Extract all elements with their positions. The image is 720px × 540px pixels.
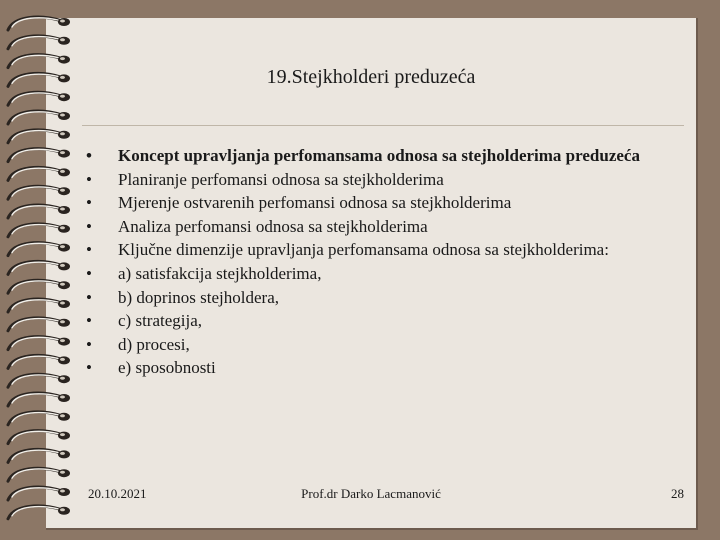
binding-ring-icon bbox=[8, 243, 70, 256]
bullet-text: c) strategija, bbox=[118, 311, 203, 331]
binding-ring-icon bbox=[8, 506, 70, 519]
bullet-text: d) procesi, bbox=[118, 334, 190, 354]
binding-ring-icon bbox=[8, 280, 70, 293]
binding-ring-icon bbox=[8, 374, 70, 387]
bullet-icon: • bbox=[86, 287, 92, 307]
binding-ring-icon bbox=[8, 17, 70, 30]
bullet-item bbox=[86, 333, 666, 357]
bullet-icon: • bbox=[86, 240, 92, 260]
binding-ring-icon bbox=[8, 337, 70, 350]
bullet-icon: • bbox=[86, 334, 92, 354]
bullet-text: Planiranje perfomansi odnosa sa stejkholderima bbox=[118, 169, 444, 189]
binding-ring-icon bbox=[8, 130, 70, 143]
bullet-text: Analiza perfomansi odnosa sa stejkholderima bbox=[118, 216, 428, 236]
bullet-text: a) satisfakcija stejkholderima, bbox=[118, 263, 322, 283]
bullet-item bbox=[86, 309, 666, 333]
binding-ring-icon bbox=[8, 318, 70, 331]
binding-ring-icon bbox=[8, 431, 70, 444]
footer-date: 20.10.2021 bbox=[88, 486, 147, 501]
bullet-item bbox=[86, 286, 666, 310]
binding-ring-icon bbox=[8, 111, 70, 124]
binding-ring-icon bbox=[8, 393, 70, 406]
slide-title: 19.Stejkholderi preduzeća bbox=[266, 66, 476, 88]
binding-ring-icon bbox=[8, 205, 70, 218]
binding-ring-icon bbox=[8, 487, 70, 500]
bullet-item bbox=[86, 191, 666, 215]
spiral-binding-icon bbox=[0, 0, 90, 540]
bullet-text: Ključne dimenzije upravljanja perfomansama odnosa sa stejkholderima: bbox=[118, 240, 609, 260]
bullet-icon: • bbox=[86, 169, 92, 189]
binding-ring-icon bbox=[8, 299, 70, 312]
bullet-icon: • bbox=[86, 263, 92, 283]
title-divider bbox=[82, 125, 684, 126]
bullet-icon: • bbox=[86, 311, 92, 331]
bullet-icon: • bbox=[86, 146, 92, 165]
binding-ring-icon bbox=[8, 36, 70, 49]
bullet-list bbox=[86, 144, 666, 380]
binding-ring-icon bbox=[8, 73, 70, 86]
bullet-item bbox=[86, 168, 666, 192]
slide bbox=[46, 18, 698, 530]
binding-ring-icon bbox=[8, 92, 70, 105]
binding-ring-icon bbox=[8, 449, 70, 462]
bullet-icon: • bbox=[86, 193, 92, 213]
bullet-item bbox=[86, 144, 666, 168]
binding-ring-icon bbox=[8, 55, 70, 68]
bullet-item bbox=[86, 215, 666, 239]
binding-ring-icon bbox=[8, 224, 70, 237]
bullet-item bbox=[86, 262, 666, 286]
bullet-text: Mjerenje ostvarenih perfomansi odnosa sa stejkholderima bbox=[118, 193, 512, 213]
binding-ring-icon bbox=[8, 149, 70, 162]
bullet-item bbox=[86, 238, 666, 262]
binding-ring-icon bbox=[8, 412, 70, 425]
bullet-item bbox=[86, 356, 666, 380]
binding-ring-icon bbox=[8, 167, 70, 180]
binding-ring-icon bbox=[8, 355, 70, 368]
bullet-text: b) doprinos stejholdera, bbox=[118, 287, 279, 307]
bullet-icon: • bbox=[86, 358, 92, 378]
footer-author: Prof.dr Darko Lacmanović bbox=[301, 486, 441, 501]
bullet-text: Koncept upravljanja perfomansama odnosa sa stejholderima preduzeća bbox=[118, 146, 640, 165]
binding-ring-icon bbox=[8, 261, 70, 274]
binding-ring-icon bbox=[8, 186, 70, 199]
binding-ring-icon bbox=[8, 468, 70, 481]
slide-number: 28 bbox=[671, 486, 684, 501]
bullet-text: e) sposobnosti bbox=[118, 358, 216, 378]
bullet-icon: • bbox=[86, 216, 92, 236]
